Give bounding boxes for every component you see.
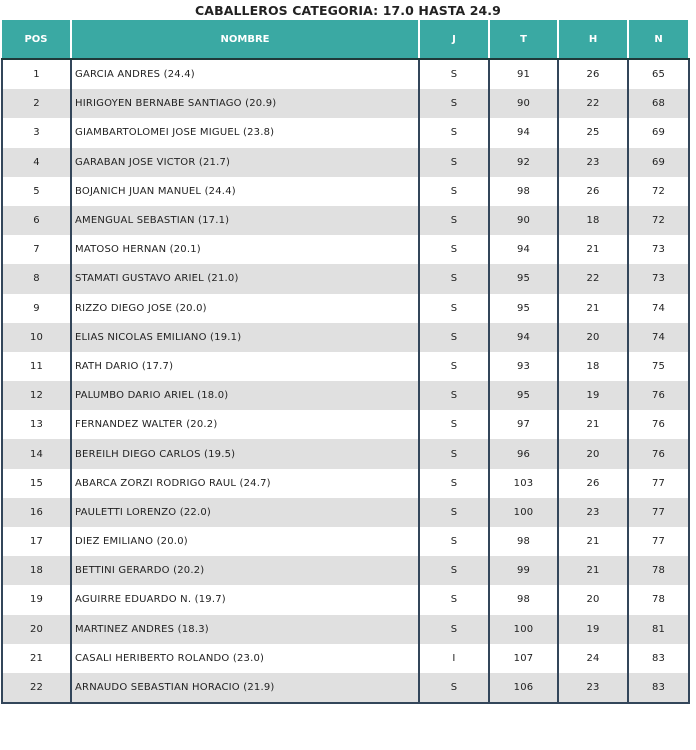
cell-j: S <box>419 294 489 323</box>
cell-j: S <box>419 556 489 585</box>
cell-h: 20 <box>558 323 628 352</box>
cell-pos: 11 <box>2 352 71 381</box>
cell-j: S <box>419 323 489 352</box>
cell-pos: 1 <box>2 59 71 89</box>
cell-t: 99 <box>489 556 558 585</box>
cell-nombre: AMENGUAL SEBASTIAN (17.1) <box>71 206 419 235</box>
cell-n: 69 <box>628 148 689 177</box>
table-row <box>2 264 689 293</box>
cell-n: 76 <box>628 381 689 410</box>
cell-nombre: CASALI HERIBERTO ROLANDO (23.0) <box>71 644 419 673</box>
cell-n: 69 <box>628 118 689 147</box>
cell-j: S <box>419 59 489 89</box>
cell-pos: 6 <box>2 206 71 235</box>
cell-j: S <box>419 439 489 468</box>
header-t: T <box>489 20 558 59</box>
cell-h: 21 <box>558 294 628 323</box>
cell-h: 18 <box>558 352 628 381</box>
table-row <box>2 410 689 439</box>
cell-h: 23 <box>558 498 628 527</box>
cell-pos: 19 <box>2 585 71 614</box>
cell-n: 72 <box>628 206 689 235</box>
cell-h: 19 <box>558 615 628 644</box>
cell-t: 106 <box>489 673 558 703</box>
cell-pos: 8 <box>2 264 71 293</box>
cell-n: 72 <box>628 177 689 206</box>
cell-nombre: BEREILH DIEGO CARLOS (19.5) <box>71 439 419 468</box>
cell-h: 22 <box>558 89 628 118</box>
cell-n: 65 <box>628 59 689 89</box>
cell-t: 95 <box>489 294 558 323</box>
cell-n: 76 <box>628 410 689 439</box>
table-row <box>2 352 689 381</box>
cell-pos: 18 <box>2 556 71 585</box>
cell-pos: 10 <box>2 323 71 352</box>
cell-h: 20 <box>558 585 628 614</box>
cell-pos: 9 <box>2 294 71 323</box>
cell-h: 19 <box>558 381 628 410</box>
cell-j: S <box>419 410 489 439</box>
cell-h: 21 <box>558 556 628 585</box>
results-table <box>1 20 690 704</box>
cell-pos: 2 <box>2 89 71 118</box>
cell-pos: 14 <box>2 439 71 468</box>
cell-nombre: MATOSO HERNAN (20.1) <box>71 235 419 264</box>
cell-h: 20 <box>558 439 628 468</box>
header-pos: POS <box>2 20 71 59</box>
table-row <box>2 206 689 235</box>
cell-j: S <box>419 615 489 644</box>
table-row <box>2 673 689 703</box>
table-row <box>2 148 689 177</box>
cell-t: 100 <box>489 498 558 527</box>
cell-n: 81 <box>628 615 689 644</box>
header-row <box>2 20 689 59</box>
cell-nombre: BOJANICH JUAN MANUEL (24.4) <box>71 177 419 206</box>
cell-h: 26 <box>558 177 628 206</box>
table-row <box>2 235 689 264</box>
cell-nombre: RATH DARIO (17.7) <box>71 352 419 381</box>
cell-h: 24 <box>558 644 628 673</box>
cell-j: S <box>419 177 489 206</box>
cell-pos: 13 <box>2 410 71 439</box>
cell-t: 107 <box>489 644 558 673</box>
cell-nombre: AGUIRRE EDUARDO N. (19.7) <box>71 585 419 614</box>
cell-h: 18 <box>558 206 628 235</box>
cell-h: 26 <box>558 59 628 89</box>
cell-j: S <box>419 89 489 118</box>
table-row <box>2 59 689 89</box>
cell-n: 75 <box>628 352 689 381</box>
cell-n: 74 <box>628 294 689 323</box>
cell-j: S <box>419 264 489 293</box>
cell-nombre: PAULETTI LORENZO (22.0) <box>71 498 419 527</box>
table-row <box>2 498 689 527</box>
cell-n: 76 <box>628 439 689 468</box>
table-row <box>2 294 689 323</box>
table-row <box>2 439 689 468</box>
cell-n: 83 <box>628 673 689 703</box>
table-row <box>2 556 689 585</box>
table-title: CABALLEROS CATEGORIA: 17.0 HASTA 24.9 <box>195 3 501 18</box>
cell-nombre: BETTINI GERARDO (20.2) <box>71 556 419 585</box>
table-row <box>2 615 689 644</box>
cell-t: 98 <box>489 527 558 556</box>
table-row <box>2 585 689 614</box>
cell-t: 98 <box>489 177 558 206</box>
cell-n: 74 <box>628 323 689 352</box>
cell-t: 103 <box>489 469 558 498</box>
cell-pos: 17 <box>2 527 71 556</box>
cell-h: 25 <box>558 118 628 147</box>
cell-t: 97 <box>489 410 558 439</box>
header-j: J <box>419 20 489 59</box>
cell-j: S <box>419 469 489 498</box>
cell-nombre: ELIAS NICOLAS EMILIANO (19.1) <box>71 323 419 352</box>
cell-nombre: HIRIGOYEN BERNABE SANTIAGO (20.9) <box>71 89 419 118</box>
cell-nombre: ARNAUDO SEBASTIAN HORACIO (21.9) <box>71 673 419 703</box>
header-n: N <box>628 20 689 59</box>
cell-h: 21 <box>558 527 628 556</box>
cell-j: S <box>419 148 489 177</box>
cell-t: 98 <box>489 585 558 614</box>
header-h: H <box>558 20 628 59</box>
table-row <box>2 323 689 352</box>
cell-j: S <box>419 498 489 527</box>
table-row <box>2 527 689 556</box>
cell-n: 73 <box>628 264 689 293</box>
cell-j: S <box>419 235 489 264</box>
table-body <box>2 59 689 703</box>
cell-j: S <box>419 118 489 147</box>
cell-pos: 3 <box>2 118 71 147</box>
header-nombre: NOMBRE <box>71 20 419 59</box>
cell-nombre: PALUMBO DARIO ARIEL (18.0) <box>71 381 419 410</box>
cell-pos: 21 <box>2 644 71 673</box>
cell-t: 95 <box>489 264 558 293</box>
cell-h: 23 <box>558 148 628 177</box>
cell-h: 23 <box>558 673 628 703</box>
cell-nombre: ABARCA ZORZI RODRIGO RAUL (24.7) <box>71 469 419 498</box>
cell-n: 68 <box>628 89 689 118</box>
cell-nombre: STAMATI GUSTAVO ARIEL (21.0) <box>71 264 419 293</box>
cell-n: 83 <box>628 644 689 673</box>
cell-t: 96 <box>489 439 558 468</box>
cell-t: 93 <box>489 352 558 381</box>
cell-t: 94 <box>489 118 558 147</box>
cell-n: 78 <box>628 585 689 614</box>
cell-h: 26 <box>558 469 628 498</box>
cell-h: 21 <box>558 410 628 439</box>
cell-pos: 20 <box>2 615 71 644</box>
cell-t: 90 <box>489 89 558 118</box>
cell-j: S <box>419 352 489 381</box>
cell-pos: 16 <box>2 498 71 527</box>
cell-pos: 15 <box>2 469 71 498</box>
cell-j: S <box>419 527 489 556</box>
cell-pos: 7 <box>2 235 71 264</box>
cell-n: 73 <box>628 235 689 264</box>
cell-n: 78 <box>628 556 689 585</box>
cell-j: I <box>419 644 489 673</box>
cell-t: 90 <box>489 206 558 235</box>
cell-t: 91 <box>489 59 558 89</box>
table-row <box>2 89 689 118</box>
cell-j: S <box>419 585 489 614</box>
cell-t: 94 <box>489 323 558 352</box>
cell-nombre: FERNANDEZ WALTER (20.2) <box>71 410 419 439</box>
cell-t: 95 <box>489 381 558 410</box>
table-row <box>2 118 689 147</box>
cell-nombre: DIEZ EMILIANO (20.0) <box>71 527 419 556</box>
cell-j: S <box>419 381 489 410</box>
cell-h: 22 <box>558 264 628 293</box>
table-row <box>2 469 689 498</box>
table-row <box>2 644 689 673</box>
cell-pos: 12 <box>2 381 71 410</box>
cell-pos: 4 <box>2 148 71 177</box>
cell-nombre: MARTINEZ ANDRES (18.3) <box>71 615 419 644</box>
cell-nombre: GARCIA ANDRES (24.4) <box>71 59 419 89</box>
table-row <box>2 381 689 410</box>
cell-nombre: GARABAN JOSE VICTOR (21.7) <box>71 148 419 177</box>
cell-j: S <box>419 673 489 703</box>
cell-t: 92 <box>489 148 558 177</box>
cell-nombre: RIZZO DIEGO JOSE (20.0) <box>71 294 419 323</box>
cell-h: 21 <box>558 235 628 264</box>
cell-n: 77 <box>628 469 689 498</box>
cell-n: 77 <box>628 527 689 556</box>
cell-j: S <box>419 206 489 235</box>
cell-nombre: GIAMBARTOLOMEI JOSE MIGUEL (23.8) <box>71 118 419 147</box>
cell-t: 94 <box>489 235 558 264</box>
cell-pos: 22 <box>2 673 71 703</box>
table-row <box>2 177 689 206</box>
cell-n: 77 <box>628 498 689 527</box>
cell-pos: 5 <box>2 177 71 206</box>
cell-t: 100 <box>489 615 558 644</box>
